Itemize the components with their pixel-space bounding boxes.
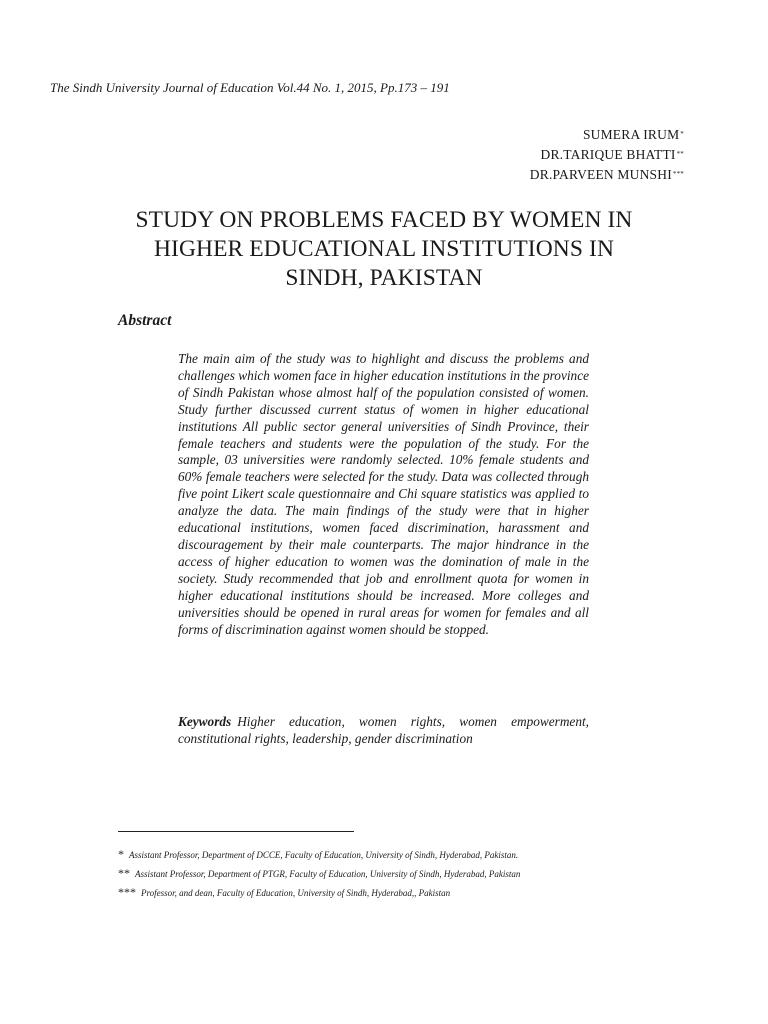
author-name: SUMERA IRUM [582, 127, 680, 142]
author-mark: *** [672, 170, 684, 178]
author-mark: ** [676, 150, 684, 158]
author-3 [530, 165, 684, 185]
footnote-mark: * [118, 847, 124, 861]
footnote-mark: *** [118, 885, 136, 899]
author-mark: * [680, 130, 684, 138]
author-list [530, 125, 684, 185]
footnote-divider [118, 831, 354, 832]
footnote-text: Professor, and dean, Faculty of Education, University of Sindh, Hyderabad,, Pakistan [141, 888, 451, 898]
keywords-label: Keywords [178, 714, 232, 729]
footnote-2 [118, 864, 638, 883]
paper-title [60, 206, 708, 293]
title-line-1: STUDY ON PROBLEMS FACED BY WOMEN IN [135, 207, 633, 233]
author-1 [530, 125, 684, 145]
abstract-body: The main aim of the study was to highlight and discuss the problems and challenges which women face in higher education institutions in the province of Sindh Pakistan whose almost half of the population consisted of women. Study further discussed current status of women in higher educational institutions All public sector general universities of Sindh Province, their female teachers and students were the population of the study. For the sample, 03 universities were randomly selected. 10% female students and 60% female teachers were selected for the study. Data was collected through five point Likert scale questionnaire and Chi square statistics was applied to analyze the data. The main findings of the study were that in higher educational institutions, women faced discrimination, harassment and discouragement by their male counterparts. The major hindrance in the access of higher education to women was the domination of male in the society. Study recommended that job and enrollment quota for women in higher educational institutions should be increased. More colleges and universities should be opened in rural areas for women for females and all forms of discrimination against women should be stopped. [178, 351, 589, 637]
footnote-text: Assistant Professor, Department of DCCE, Faculty of Education, University of Sindh, Hyderabad, Pakistan. [129, 850, 519, 860]
author-2 [530, 145, 684, 165]
footnote-text: Assistant Professor, Department of PTGR, Faculty of Education, University of Sindh, Hyderabad, Pakistan [135, 869, 521, 879]
abstract-heading: Abstract [118, 312, 172, 329]
footnote-3 [118, 883, 638, 902]
author-name: DR.PARVEEN MUNSHI [529, 167, 672, 182]
journal-citation: The Sindh University Journal of Education Vol.44 No. 1, 2015, Pp.173 – 191 [50, 80, 450, 95]
footnote-1 [118, 845, 638, 864]
author-name: DR.TARIQUE BHATTI [540, 147, 676, 162]
footnotes [118, 845, 638, 902]
title-line-3: SINDH, PAKISTAN [285, 265, 483, 291]
keywords-section [178, 713, 589, 747]
title-line-2: HIGHER EDUCATIONAL INSTITUTIONS IN [153, 236, 615, 262]
keywords-text: Higher education, women rights, women empowerment, constitutional rights, leadership, gender discrimination [178, 714, 589, 746]
footnote-mark: ** [118, 866, 130, 880]
